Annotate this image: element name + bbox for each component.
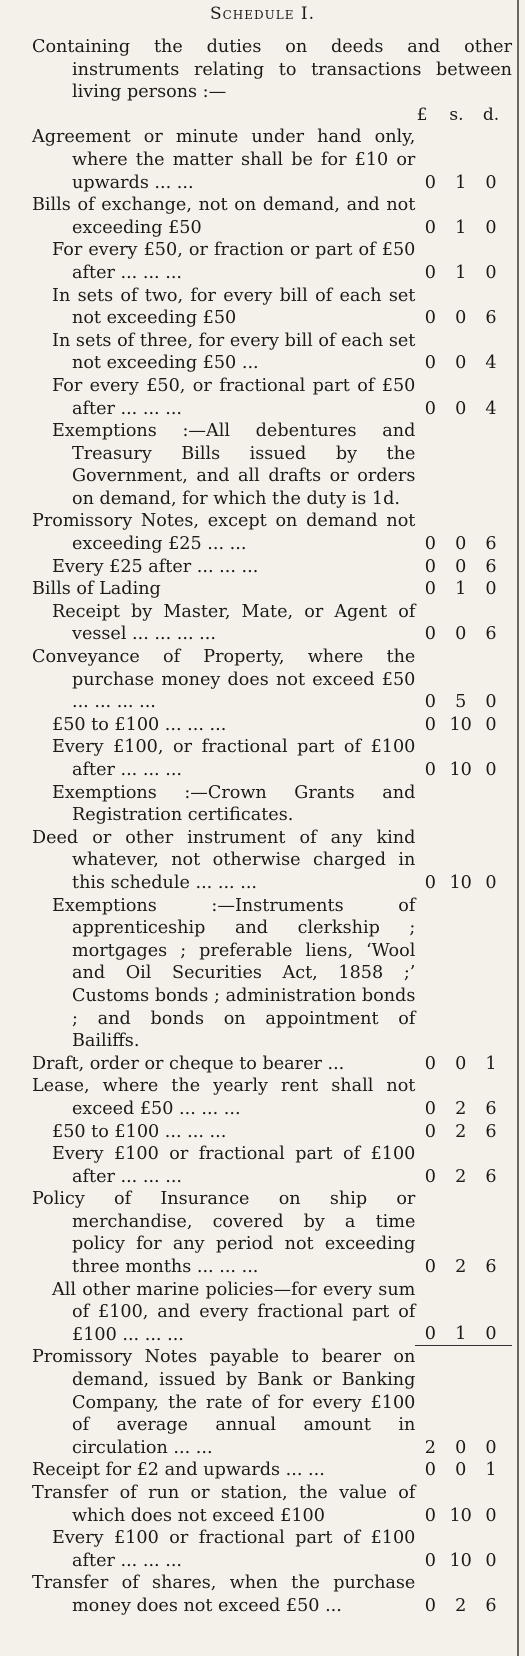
entry-text: Every £100 or fractional part of £100 after ... ... ... [52, 1144, 416, 1187]
schedule-entry [32, 578, 512, 601]
amount-pence: 0 [485, 1550, 497, 1571]
entry-amount [415, 714, 512, 737]
schedule-entry [32, 1279, 512, 1347]
amount-shillings: 1 [455, 579, 467, 600]
amount-pence: 0 [485, 692, 497, 713]
amount-shillings: 10 [449, 872, 472, 893]
amount-pounds: 0 [424, 692, 436, 713]
amount-pence: 0 [485, 1505, 497, 1526]
entry-text: Transfer of run or station, the value of which does not exceed £100 [32, 1483, 416, 1526]
schedule-entry [32, 510, 512, 555]
entry-amount [415, 1595, 512, 1618]
entry-text: Exemptions :—Crown Grants and Registration certificates. [52, 782, 416, 826]
currency-header [407, 104, 512, 127]
entry-amount [415, 352, 512, 375]
entry-text: Policy of Insurance on ship or merchandise, covered by a time policy for any period not exceeding three months ... ... ... [32, 1189, 416, 1278]
schedule-entry [32, 1482, 512, 1527]
amount-shillings: 2 [455, 1166, 467, 1187]
entry-text: Every £100, or fractional part of £100 after ... ... ... [52, 737, 416, 780]
schedule-entry [32, 1121, 512, 1144]
schedule-entry [32, 1459, 512, 1482]
schedule-entry [32, 375, 512, 420]
entry-text: Draft, order or cheque to bearer ... [32, 1053, 345, 1074]
amount-pounds: 0 [424, 1098, 436, 1119]
entry-text: Promissory Notes, except on demand not exceeding £25 ... ... [32, 511, 416, 555]
entry-text: For every £50, or fraction or part of £50 after ... ... ... [52, 240, 416, 283]
currency-unit-pounds: £ [416, 104, 428, 125]
schedule-entry [32, 330, 512, 375]
entry-amount [415, 691, 512, 714]
entry-amount [415, 578, 512, 601]
entry-text: £50 to £100 ... ... ... [52, 1121, 227, 1142]
schedule-body [32, 36, 512, 1618]
amount-pence: 6 [485, 1121, 497, 1142]
entry-amount [415, 398, 512, 421]
schedule-entry [32, 239, 512, 284]
entry-amount [415, 1323, 512, 1347]
amount-pence: 0 [485, 1323, 497, 1344]
amount-shillings: 0 [455, 1437, 467, 1458]
schedule-entry [32, 285, 512, 330]
amount-pounds: 0 [424, 760, 436, 780]
amount-shillings: 0 [455, 353, 467, 374]
entry-amount [415, 1121, 512, 1144]
amount-shillings: 1 [455, 262, 467, 283]
amount-pounds: 0 [424, 308, 436, 329]
amount-shillings: 0 [455, 1053, 467, 1074]
entry-amount [415, 1505, 512, 1528]
schedule-entry [32, 420, 512, 510]
amount-pence: 6 [485, 1098, 497, 1119]
schedule-entry [32, 782, 512, 827]
amount-pounds: 0 [424, 1257, 436, 1278]
amount-pounds: 0 [424, 1505, 436, 1526]
amount-pounds: 0 [424, 714, 436, 735]
entry-amount [415, 623, 512, 646]
entry-text: In sets of three, for every bill of each set not exceeding £50 ... [52, 330, 416, 374]
entry-text: Every £100 or fractional part of £100 after ... ... ... [52, 1528, 416, 1571]
entry-amount [415, 1166, 512, 1189]
amount-pounds: 0 [424, 1460, 436, 1481]
entries-list [32, 104, 512, 1618]
amount-pence: 4 [485, 353, 497, 374]
amount-pence: 0 [485, 714, 497, 735]
amount-pence: 6 [485, 534, 497, 555]
amount-pounds: 2 [424, 1437, 436, 1458]
amount-pence: 0 [485, 217, 497, 238]
currency-header-row [32, 104, 512, 127]
amount-pounds: 0 [424, 398, 436, 419]
amount-pence: 1 [485, 1460, 497, 1481]
schedule-entry [32, 736, 512, 781]
schedule-entry [32, 714, 512, 737]
amount-pounds: 0 [424, 579, 436, 600]
amount-pence: 4 [485, 398, 497, 419]
entry-text: £50 to £100 ... ... ... [52, 714, 227, 735]
page-title: Schedule I. [209, 4, 316, 24]
entry-amount [415, 1550, 512, 1573]
entry-amount [415, 1459, 512, 1482]
entry-text: Receipt for £2 and upwards ... ... [32, 1460, 325, 1481]
schedule-entry [32, 646, 512, 714]
amount-pounds: 0 [424, 624, 436, 645]
entry-amount [415, 1098, 512, 1121]
amount-shillings: 2 [455, 1595, 467, 1616]
amount-pence: 6 [485, 1166, 497, 1187]
currency-unit-pence: d. [482, 104, 500, 125]
schedule-entry [32, 1188, 512, 1278]
amount-pence: 0 [485, 262, 497, 283]
schedule-entry [32, 895, 512, 1053]
entry-text: For every £50, or fractional part of £50 after ... ... ... [52, 375, 416, 419]
entry-text: Deed or other instrument of any kind whatever, not otherwise charged in this schedule ... ... ... [32, 827, 416, 893]
entry-text: Agreement or minute under hand only, where the matter shall be for £10 or upwards ... ... [32, 127, 416, 193]
amount-pence: 0 [485, 579, 497, 600]
entry-amount [415, 872, 512, 895]
amount-pounds: 0 [424, 1121, 436, 1142]
amount-shillings: 1 [455, 217, 467, 238]
amount-pounds: 0 [424, 172, 436, 193]
schedule-entry [32, 1527, 512, 1572]
entry-amount [415, 307, 512, 330]
entry-text: In sets of two, for every bill of each set not exceeding £50 [52, 285, 416, 329]
entry-text: Bills of Lading [32, 579, 161, 600]
amount-pounds: 0 [424, 534, 436, 555]
amount-shillings: 1 [455, 1323, 467, 1344]
amount-pounds: 0 [424, 353, 436, 374]
amount-pounds: 0 [424, 262, 436, 283]
amount-shillings: 2 [455, 1121, 467, 1142]
amount-shillings: 5 [455, 692, 467, 713]
entry-amount [415, 1256, 512, 1279]
amount-pence: 0 [485, 1437, 497, 1458]
amount-shillings: 0 [455, 534, 467, 555]
amount-shillings: 2 [455, 1098, 467, 1119]
amount-pence: 6 [485, 556, 497, 577]
amount-shillings: 0 [455, 556, 467, 577]
entry-text: Exemptions :—All debentures and Treasury Bills issued by the Government, and all drafts or orders on demand, for which the duty is 1d. [52, 421, 416, 509]
column-rule [517, 0, 519, 1656]
entry-amount [415, 759, 512, 782]
amount-pence: 6 [485, 308, 497, 329]
amount-shillings: 10 [449, 714, 472, 735]
amount-pence: 0 [485, 760, 497, 780]
entry-text: Transfer of shares, when the purchase money does not exceed £50 ... [32, 1573, 416, 1616]
entry-amount [415, 1053, 512, 1076]
entry-amount [415, 556, 512, 579]
entry-amount [415, 262, 512, 285]
amount-shillings: 10 [449, 1550, 472, 1571]
entry-text: Conveyance of Property, where the purchase money does not exceed £50 ... ... ... ... [32, 647, 416, 713]
intro-row [32, 36, 512, 104]
entry-amount [415, 217, 512, 240]
amount-shillings: 0 [455, 398, 467, 419]
amount-pounds: 0 [424, 1595, 436, 1616]
amount-pence: 1 [485, 1053, 497, 1074]
amount-pence: 6 [485, 1595, 497, 1616]
entry-text: Every £25 after ... ... ... [52, 556, 259, 577]
entry-amount [415, 1437, 512, 1460]
schedule-entry [32, 601, 512, 646]
schedule-entry [32, 194, 512, 239]
amount-pounds: 0 [424, 872, 436, 893]
amount-pence: 0 [485, 172, 497, 193]
entry-text: Promissory Notes payable to bearer on demand, issued by Bank or Banking Company, the rate of for every £100 of average annual amount in circulation ... ... [32, 1347, 416, 1458]
schedule-entry [32, 827, 512, 895]
amount-pounds: 0 [424, 1550, 436, 1571]
schedule-entry [32, 1346, 512, 1459]
amount-pounds: 0 [424, 217, 436, 238]
amount-shillings: 0 [455, 308, 467, 329]
amount-pounds: 0 [424, 1323, 436, 1344]
amount-pence: 6 [485, 1257, 497, 1278]
entry-text: Lease, where the yearly rent shall not exceed £50 ... ... ... [32, 1076, 416, 1119]
schedule-entry [32, 1143, 512, 1188]
amount-shillings: 1 [455, 172, 467, 193]
amount-pounds: 0 [424, 1053, 436, 1074]
amount-shillings: 0 [455, 1460, 467, 1481]
amount-shillings: 2 [455, 1257, 467, 1278]
intro-text: Containing the duties on deeds and other instruments relating to transactions between living persons :— [32, 37, 512, 103]
amount-pence: 6 [485, 624, 497, 645]
amount-shillings: 10 [449, 1505, 472, 1526]
amount-pence: 0 [485, 872, 497, 893]
entry-text: Receipt by Master, Mate, or Agent of vessel ... ... ... ... [52, 601, 416, 645]
amount-shillings: 0 [455, 624, 467, 645]
entry-amount [415, 172, 512, 195]
schedule-entry [32, 126, 512, 194]
amount-shillings: 10 [449, 760, 472, 780]
entry-text: All other marine policies—for every sum of £100, and every fractional part of £100 ... ... ... [52, 1279, 416, 1345]
schedule-entry [32, 556, 512, 579]
schedule-entry [32, 1572, 512, 1617]
schedule-entry [32, 1053, 512, 1076]
entry-amount [415, 533, 512, 556]
amount-pounds: 0 [424, 556, 436, 577]
schedule-entry [32, 1075, 512, 1120]
amount-pounds: 0 [424, 1166, 436, 1187]
entry-text: Bills of exchange, not on demand, and not exceeding £50 [32, 195, 416, 238]
entry-text: Exemptions :—Instruments of apprenticeship and clerkship ; mortgages ; preferable liens, ‘Wool and Oil Securities Act, 1858 ;’ Customs bonds ; administration bonds ; and bonds on appointment of Bailiffs. [52, 895, 416, 1052]
currency-unit-shillings: s. [449, 104, 464, 125]
